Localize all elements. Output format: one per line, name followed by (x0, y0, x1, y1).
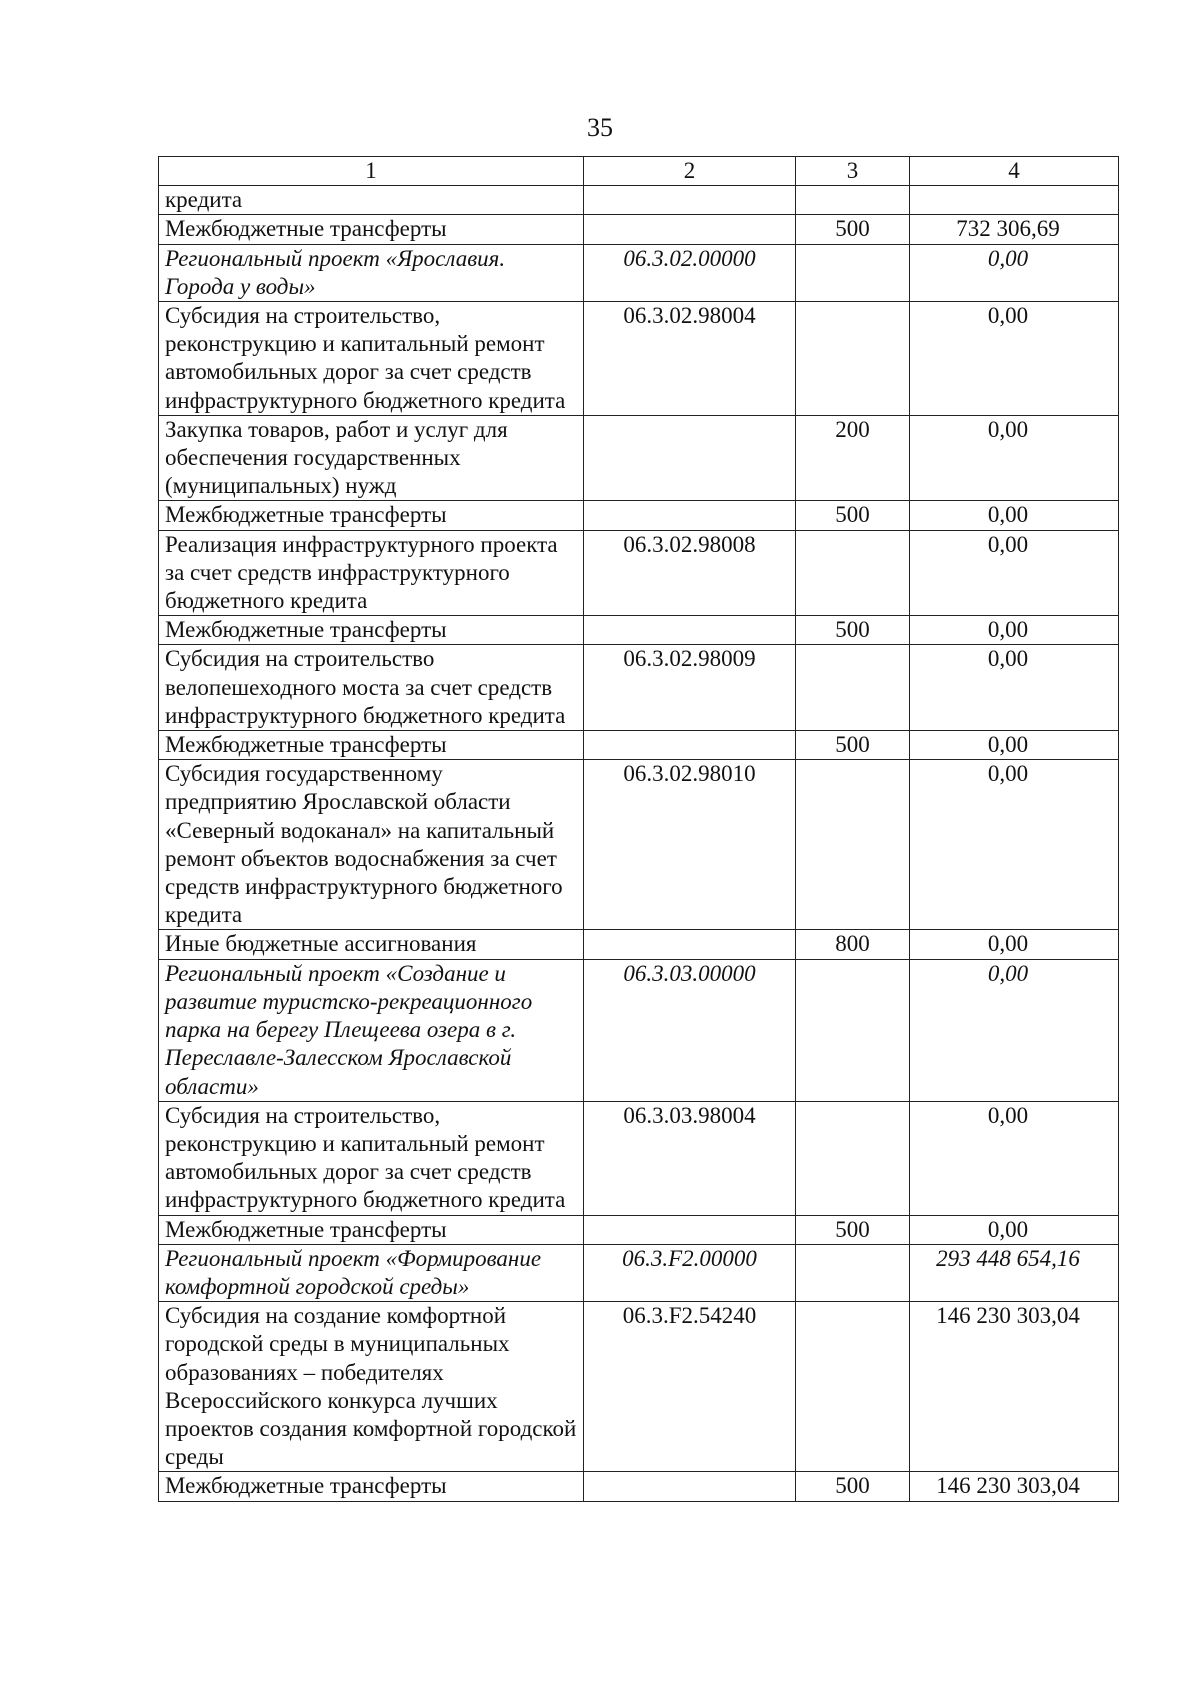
row-type-cell (796, 302, 910, 416)
table-row (159, 530, 1119, 616)
row-amount-cell: 146 230 303,04 (910, 1302, 1119, 1472)
row-amount-cell: 0,00 (910, 1215, 1119, 1244)
row-type-cell: 500 (796, 731, 910, 760)
table-row (159, 731, 1119, 760)
row-type-cell (796, 959, 910, 1101)
row-code-cell (584, 1472, 796, 1501)
row-code-cell (584, 1215, 796, 1244)
row-amount-cell: 732 306,69 (910, 215, 1119, 244)
row-code-cell (584, 415, 796, 501)
row-amount-cell: 0,00 (910, 415, 1119, 501)
row-name-cell: Региональный проект «Ярославия. Города у воды» (159, 244, 584, 301)
row-amount-cell: 0,00 (910, 930, 1119, 959)
row-amount-cell: 0,00 (910, 731, 1119, 760)
row-type-cell (796, 760, 910, 930)
row-name-cell: Межбюджетные трансферты (159, 616, 584, 645)
table-row (159, 959, 1119, 1101)
header-cell-3: 3 (796, 157, 910, 186)
row-amount-cell: 0,00 (910, 959, 1119, 1101)
row-name-cell: Межбюджетные трансферты (159, 731, 584, 760)
header-cell-2: 2 (584, 157, 796, 186)
row-code-cell: 06.3.02.98004 (584, 302, 796, 416)
row-code-cell: 06.3.03.98004 (584, 1101, 796, 1215)
table-row (159, 1215, 1119, 1244)
header-cell-1: 1 (159, 157, 584, 186)
row-name-cell: Межбюджетные трансферты (159, 1215, 584, 1244)
table-row (159, 616, 1119, 645)
row-type-cell: 800 (796, 930, 910, 959)
row-type-cell (796, 1244, 910, 1301)
table-row (159, 415, 1119, 501)
row-amount-cell: 0,00 (910, 645, 1119, 731)
row-type-cell (796, 645, 910, 731)
row-type-cell: 500 (796, 616, 910, 645)
table-row (159, 930, 1119, 959)
row-name-cell: Субсидия на строительство, реконструкцию и капитальный ремонт автомобильных дорог за счет средств инфраструктурного бюджетного кредита (159, 302, 584, 416)
row-amount-cell: 0,00 (910, 501, 1119, 530)
row-code-cell (584, 616, 796, 645)
header-cell-4: 4 (910, 157, 1119, 186)
row-code-cell (584, 731, 796, 760)
row-amount-cell: 0,00 (910, 244, 1119, 301)
budget-table (158, 156, 1119, 1502)
row-code-cell: 06.3.02.98008 (584, 530, 796, 616)
row-code-cell (584, 930, 796, 959)
row-type-cell (796, 1101, 910, 1215)
table-body (159, 157, 1119, 1502)
row-name-cell: Субсидия на создание комфортной городской среды в муниципальных образованиях – победителях Всероссийского конкурса лучших проектов создания комфортной городской среды (159, 1302, 584, 1472)
row-amount-cell: 293 448 654,16 (910, 1244, 1119, 1301)
row-amount-cell (910, 186, 1119, 215)
table-row (159, 501, 1119, 530)
table-header-row (159, 157, 1119, 186)
row-name-cell: Региональный проект «Формирование комфортной городской среды» (159, 1244, 584, 1301)
table-row (159, 215, 1119, 244)
row-name-cell: Субсидия государственному предприятию Ярославской области «Северный водоканал» на капитальный ремонт объектов водоснабжения за счет средств инфраструктурного бюджетного кредита (159, 760, 584, 930)
row-code-cell: 06.3.F2.00000 (584, 1244, 796, 1301)
row-type-cell (796, 244, 910, 301)
row-name-cell: Закупка товаров, работ и услуг для обеспечения государственных (муниципальных) нужд (159, 415, 584, 501)
table-row (159, 1244, 1119, 1301)
row-name-cell: Иные бюджетные ассигнования (159, 930, 584, 959)
table-row (159, 186, 1119, 215)
table-row (159, 1101, 1119, 1215)
row-code-cell (584, 186, 796, 215)
row-amount-cell: 0,00 (910, 302, 1119, 416)
row-code-cell (584, 501, 796, 530)
table-row (159, 1302, 1119, 1472)
row-code-cell (584, 215, 796, 244)
row-code-cell: 06.3.F2.54240 (584, 1302, 796, 1472)
row-amount-cell: 0,00 (910, 760, 1119, 930)
table-row (159, 760, 1119, 930)
row-amount-cell: 146 230 303,04 (910, 1472, 1119, 1501)
row-name-cell: Реализация инфраструктурного проекта за счет средств инфраструктурного бюджетного кредита (159, 530, 584, 616)
row-code-cell: 06.3.02.00000 (584, 244, 796, 301)
row-code-cell: 06.3.02.98010 (584, 760, 796, 930)
row-name-cell: Субсидия на строительство велопешеходного моста за счет средств инфраструктурного бюджетного кредита (159, 645, 584, 731)
table-row (159, 1472, 1119, 1501)
table-row (159, 645, 1119, 731)
row-type-cell (796, 530, 910, 616)
row-type-cell (796, 186, 910, 215)
row-name-cell: Межбюджетные трансферты (159, 1472, 584, 1501)
row-name-cell: Региональный проект «Создание и развитие туристско-рекреационного парка на берегу Плещеева озера в г. Переславле-Залесском Ярославской области» (159, 959, 584, 1101)
row-name-cell: Межбюджетные трансферты (159, 501, 584, 530)
row-code-cell: 06.3.03.00000 (584, 959, 796, 1101)
row-amount-cell: 0,00 (910, 530, 1119, 616)
row-amount-cell: 0,00 (910, 616, 1119, 645)
row-type-cell: 500 (796, 1472, 910, 1501)
row-code-cell: 06.3.02.98009 (584, 645, 796, 731)
table-row (159, 244, 1119, 301)
row-type-cell: 500 (796, 501, 910, 530)
row-type-cell: 200 (796, 415, 910, 501)
row-name-cell: Межбюджетные трансферты (159, 215, 584, 244)
row-type-cell (796, 1302, 910, 1472)
row-name-cell: Субсидия на строительство, реконструкцию и капитальный ремонт автомобильных дорог за счет средств инфраструктурного бюджетного кредита (159, 1101, 584, 1215)
row-amount-cell: 0,00 (910, 1101, 1119, 1215)
table-row (159, 302, 1119, 416)
page-number: 35 (587, 113, 613, 142)
row-type-cell: 500 (796, 1215, 910, 1244)
row-type-cell: 500 (796, 215, 910, 244)
row-name-cell: кредита (159, 186, 584, 215)
